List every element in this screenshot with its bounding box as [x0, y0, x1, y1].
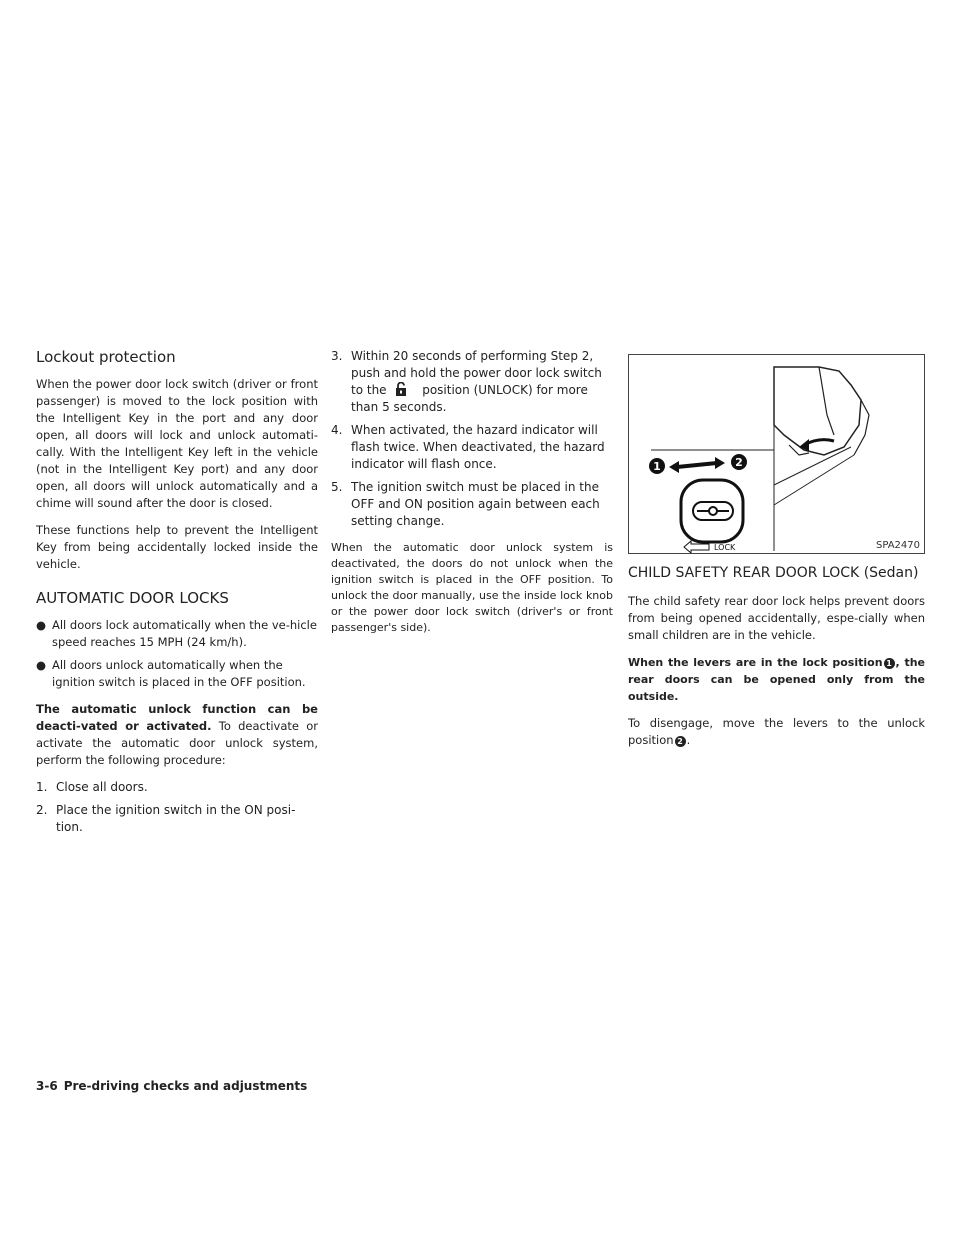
lockout-paragraph-1: When the power door lock switch (driver or front passenger) is moved to the lock position with the Intelligent Key in the port and any door open, all doors will lock and unlock automati-cally. With the Intelligent Key left in the vehicle (not in the Intelligent Key port) and any door open, all doors will unlock automatically and a chime will sound after the door is closed. [36, 377, 318, 510]
column-middle [331, 348, 613, 646]
bullet-item: ● All doors lock automatically when the ve-hicle speed reaches 15 MPH (24 km/h). [36, 618, 317, 649]
column-left [36, 348, 318, 846]
auto-lock-bullets [36, 617, 318, 691]
chapter-title: Pre-driving checks and adjustments [63, 1079, 308, 1093]
child-safety-paragraph-1: The child safety rear door lock helps prevent doors from being opened accidentally, espe-cially when small children are in the vehicle. [628, 594, 925, 642]
figure-label-2: 2 [735, 456, 743, 469]
circled-1-icon: 1 [884, 658, 895, 669]
figure-label-1: 1 [653, 460, 661, 473]
page-number: 3-6 [36, 1079, 58, 1093]
child-safety-heading: CHILD SAFETY REAR DOOR LOCK (Sedan) [628, 565, 919, 581]
automatic-door-locks-heading: AUTOMATIC DOOR LOCKS [36, 589, 229, 607]
step-item: 5. The ignition switch must be placed in the OFF and ON position again between each setting change. [331, 480, 600, 528]
circled-2-icon: 2 [675, 736, 686, 747]
figure-lock-text: LOCK [714, 543, 736, 552]
unlock-icon [394, 382, 408, 396]
bullet-icon: ● [36, 618, 47, 632]
figure-code: SPA2470 [875, 540, 920, 551]
child-safety-paragraph-2: When the levers are in the lock position 1 , the rear doors can be opened only from the outside. [628, 656, 925, 703]
page-footer [36, 1079, 307, 1093]
bullet-item: ● All doors unlock automatically when the ignition switch is placed in the OFF position. [36, 658, 306, 689]
child-lock-illustration [629, 355, 924, 553]
child-lock-figure [628, 354, 925, 554]
child-safety-paragraph-3: To disengage, move the levers to the unlock position 2 . [628, 716, 925, 747]
step-item: 2. Place the ignition switch in the ON posi-tion. [36, 803, 296, 834]
step-item: 3. Within 20 seconds of performing Step 2, push and hold the power door lock switch to the position (UNLOCK) for more than 5 seconds. [331, 349, 602, 414]
procedure-intro: The automatic unlock function can be deacti-vated or activated. To deactivate or activate the automatic door unlock system, perform the following procedure: [36, 702, 318, 767]
procedure-steps-right [331, 348, 613, 530]
unlock-note: When the automatic door unlock system is deactivated, the doors do not unlock when the ignition switch is placed in the OFF position. To unlock the door manually, use the inside lock knob or the power door lock switch (driver's or front passenger's side). [331, 541, 613, 634]
lockout-protection-heading: Lockout protection [36, 348, 176, 366]
procedure-bold-lead: The automatic unlock function can be deacti-vated or activated. [36, 702, 318, 733]
step-item: 4. When activated, the hazard indicator will flash twice. When deactivated, the hazard indicator will flash once. [331, 423, 605, 471]
column-right [628, 354, 925, 759]
lockout-paragraph-2: These functions help to prevent the Intelligent Key from being accidentally locked inside the vehicle. [36, 523, 318, 571]
bullet-icon: ● [36, 658, 47, 672]
procedure-steps-left [36, 779, 318, 836]
step-item: 1. Close all doors. [36, 780, 148, 794]
